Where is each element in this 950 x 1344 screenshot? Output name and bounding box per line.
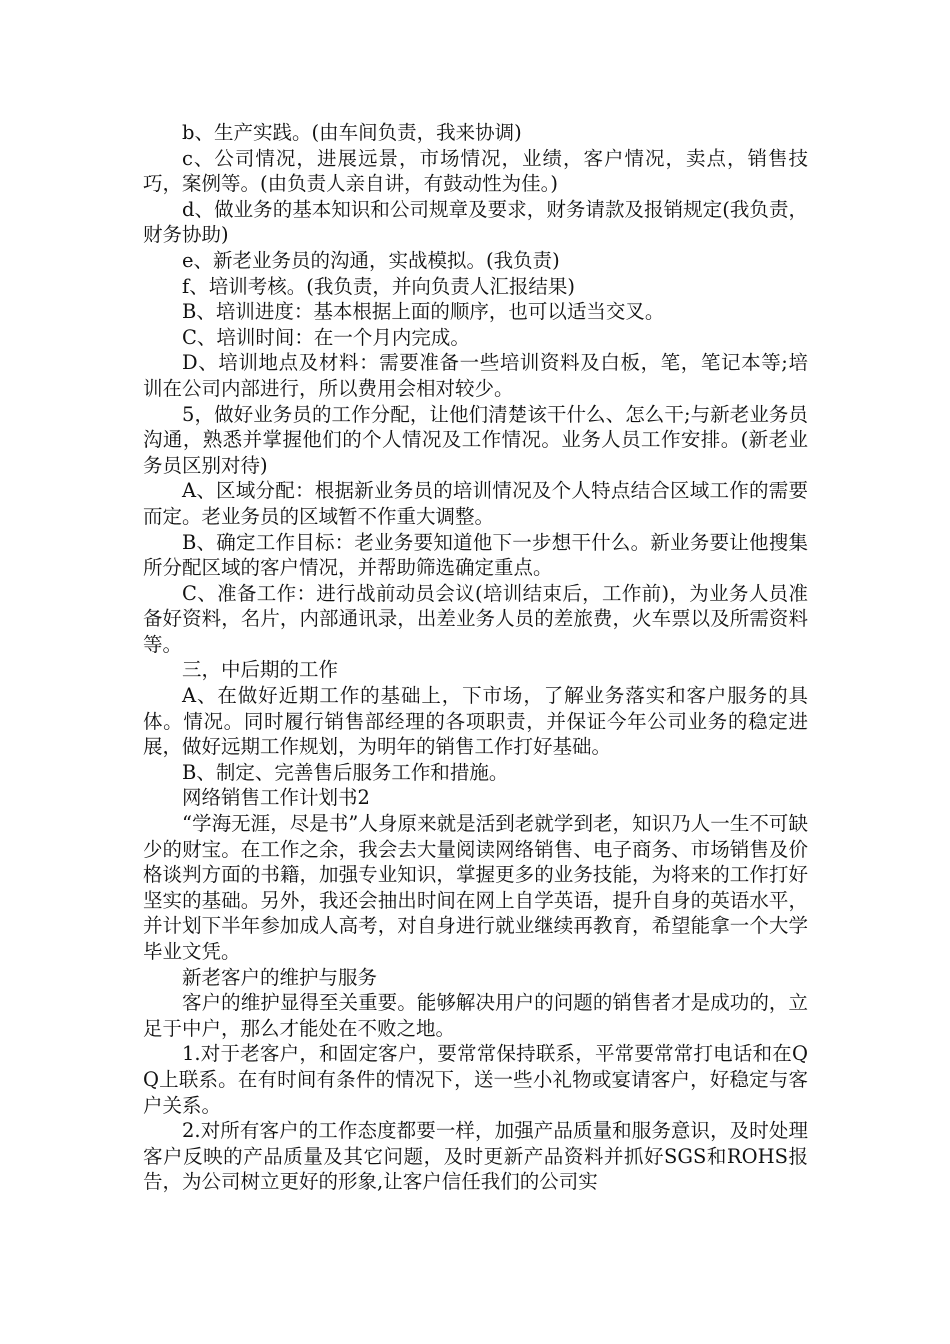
document-body [143, 120, 808, 1195]
paragraph: 5，做好业务员的工作分配，让他们清楚该干什么、怎么干;与新老业务员沟通，熟悉并掌握他们的个人情况及工作情况。业务人员工作安排。(新老业务员区别对待) [143, 402, 808, 477]
paragraph: c、公司情况，进展远景，市场情况，业绩，客户情况，卖点，销售技巧，案例等。(由负责人亲自讲，有鼓动性为佳。) [143, 146, 808, 196]
paragraph: C、准备工作：进行战前动员会议(培训结束后，工作前)，为业务人员准备好资料，名片，内部通讯录，出差业务人员的差旅费，火车票以及所需资料等。 [143, 581, 808, 656]
paragraph: b、生产实践。(由车间负责，我来协调) [182, 121, 522, 144]
paragraph: C、培训时间：在一个月内完成。 [182, 325, 470, 349]
paragraph: D、培训地点及材料：需要准备一些培训资料及白板，笔，笔记本等;培训在公司内部进行，所以费用会相对较少。 [143, 351, 808, 400]
paragraph: “学海无涯，尽是书”人身原来就是活到老就学到老，知识乃人一生不可缺少的财宝。在工作之余，我会去大量阅读网络销售、电子商务、市场销售及价格谈判方面的书籍，加强专业知识，掌握更多的业务技能，为将来的工作打好坚实的基础。另外，我还会抽出时间在网上自学英语，提升自身的英语水平，并计划下半年参加成人高考，对自身进行就业继续再教育，希望能拿一个大学毕业文凭。 [143, 812, 808, 963]
paragraph: B、确定工作目标：老业务要知道他下一步想干什么。新业务要让他搜集所分配区域的客户情况，并帮助筛选确定重点。 [143, 530, 808, 580]
paragraph: A、在做好近期工作的基础上，下市场，了解业务落实和客户服务的具体。情况。同时履行销售部经理的各项职责，并保证今年公司业务的稳定进展，做好远期工作规划，为明年的销售工作打好基础。 [143, 684, 808, 759]
document-title: 网络销售工作计划书2 [182, 786, 370, 810]
paragraph: B、制定、完善售后服务工作和措施。 [182, 760, 509, 784]
paragraph: 2.对所有客户的工作态度都要一样，加强产品质量和服务意识，及时处理客户反映的产品质量及其它问题，及时更新产品资料并抓好SGS和ROHS报告，为公司树立更好的形象,让客户信任我们的公司实 [143, 1119, 808, 1194]
paragraph: 客户的维护显得至关重要。能够解决用户的问题的销售者才是成功的，立足于中户，那么才能处在不败之地。 [143, 991, 808, 1040]
paragraph: A、区域分配：根据新业务员的培训情况及个人特点结合区域工作的需要而定。老业务员的区域暂不作重大调整。 [143, 479, 808, 528]
paragraph: d、做业务的基本知识和公司规章及要求，财务请款及报销规定(我负责，财务协助) [143, 197, 808, 247]
paragraph: f、培训考核。(我负责，并向负责人汇报结果) [182, 274, 575, 298]
paragraph: B、培训进度：基本根据上面的顺序，也可以适当交叉。 [182, 300, 665, 324]
section-heading: 三，中后期的工作 [182, 658, 339, 682]
paragraph: e、新老业务员的沟通，实战模拟。(我负责) [182, 248, 560, 272]
section-heading: 新老客户的维护与服务 [182, 965, 378, 989]
paragraph: 1.对于老客户，和固定客户，要常常保持联系，平常要常常打电话和在QQ上联系。在有时间有条件的情况下，送一些小礼物或宴请客户，好稳定与客户关系。 [143, 1042, 808, 1117]
